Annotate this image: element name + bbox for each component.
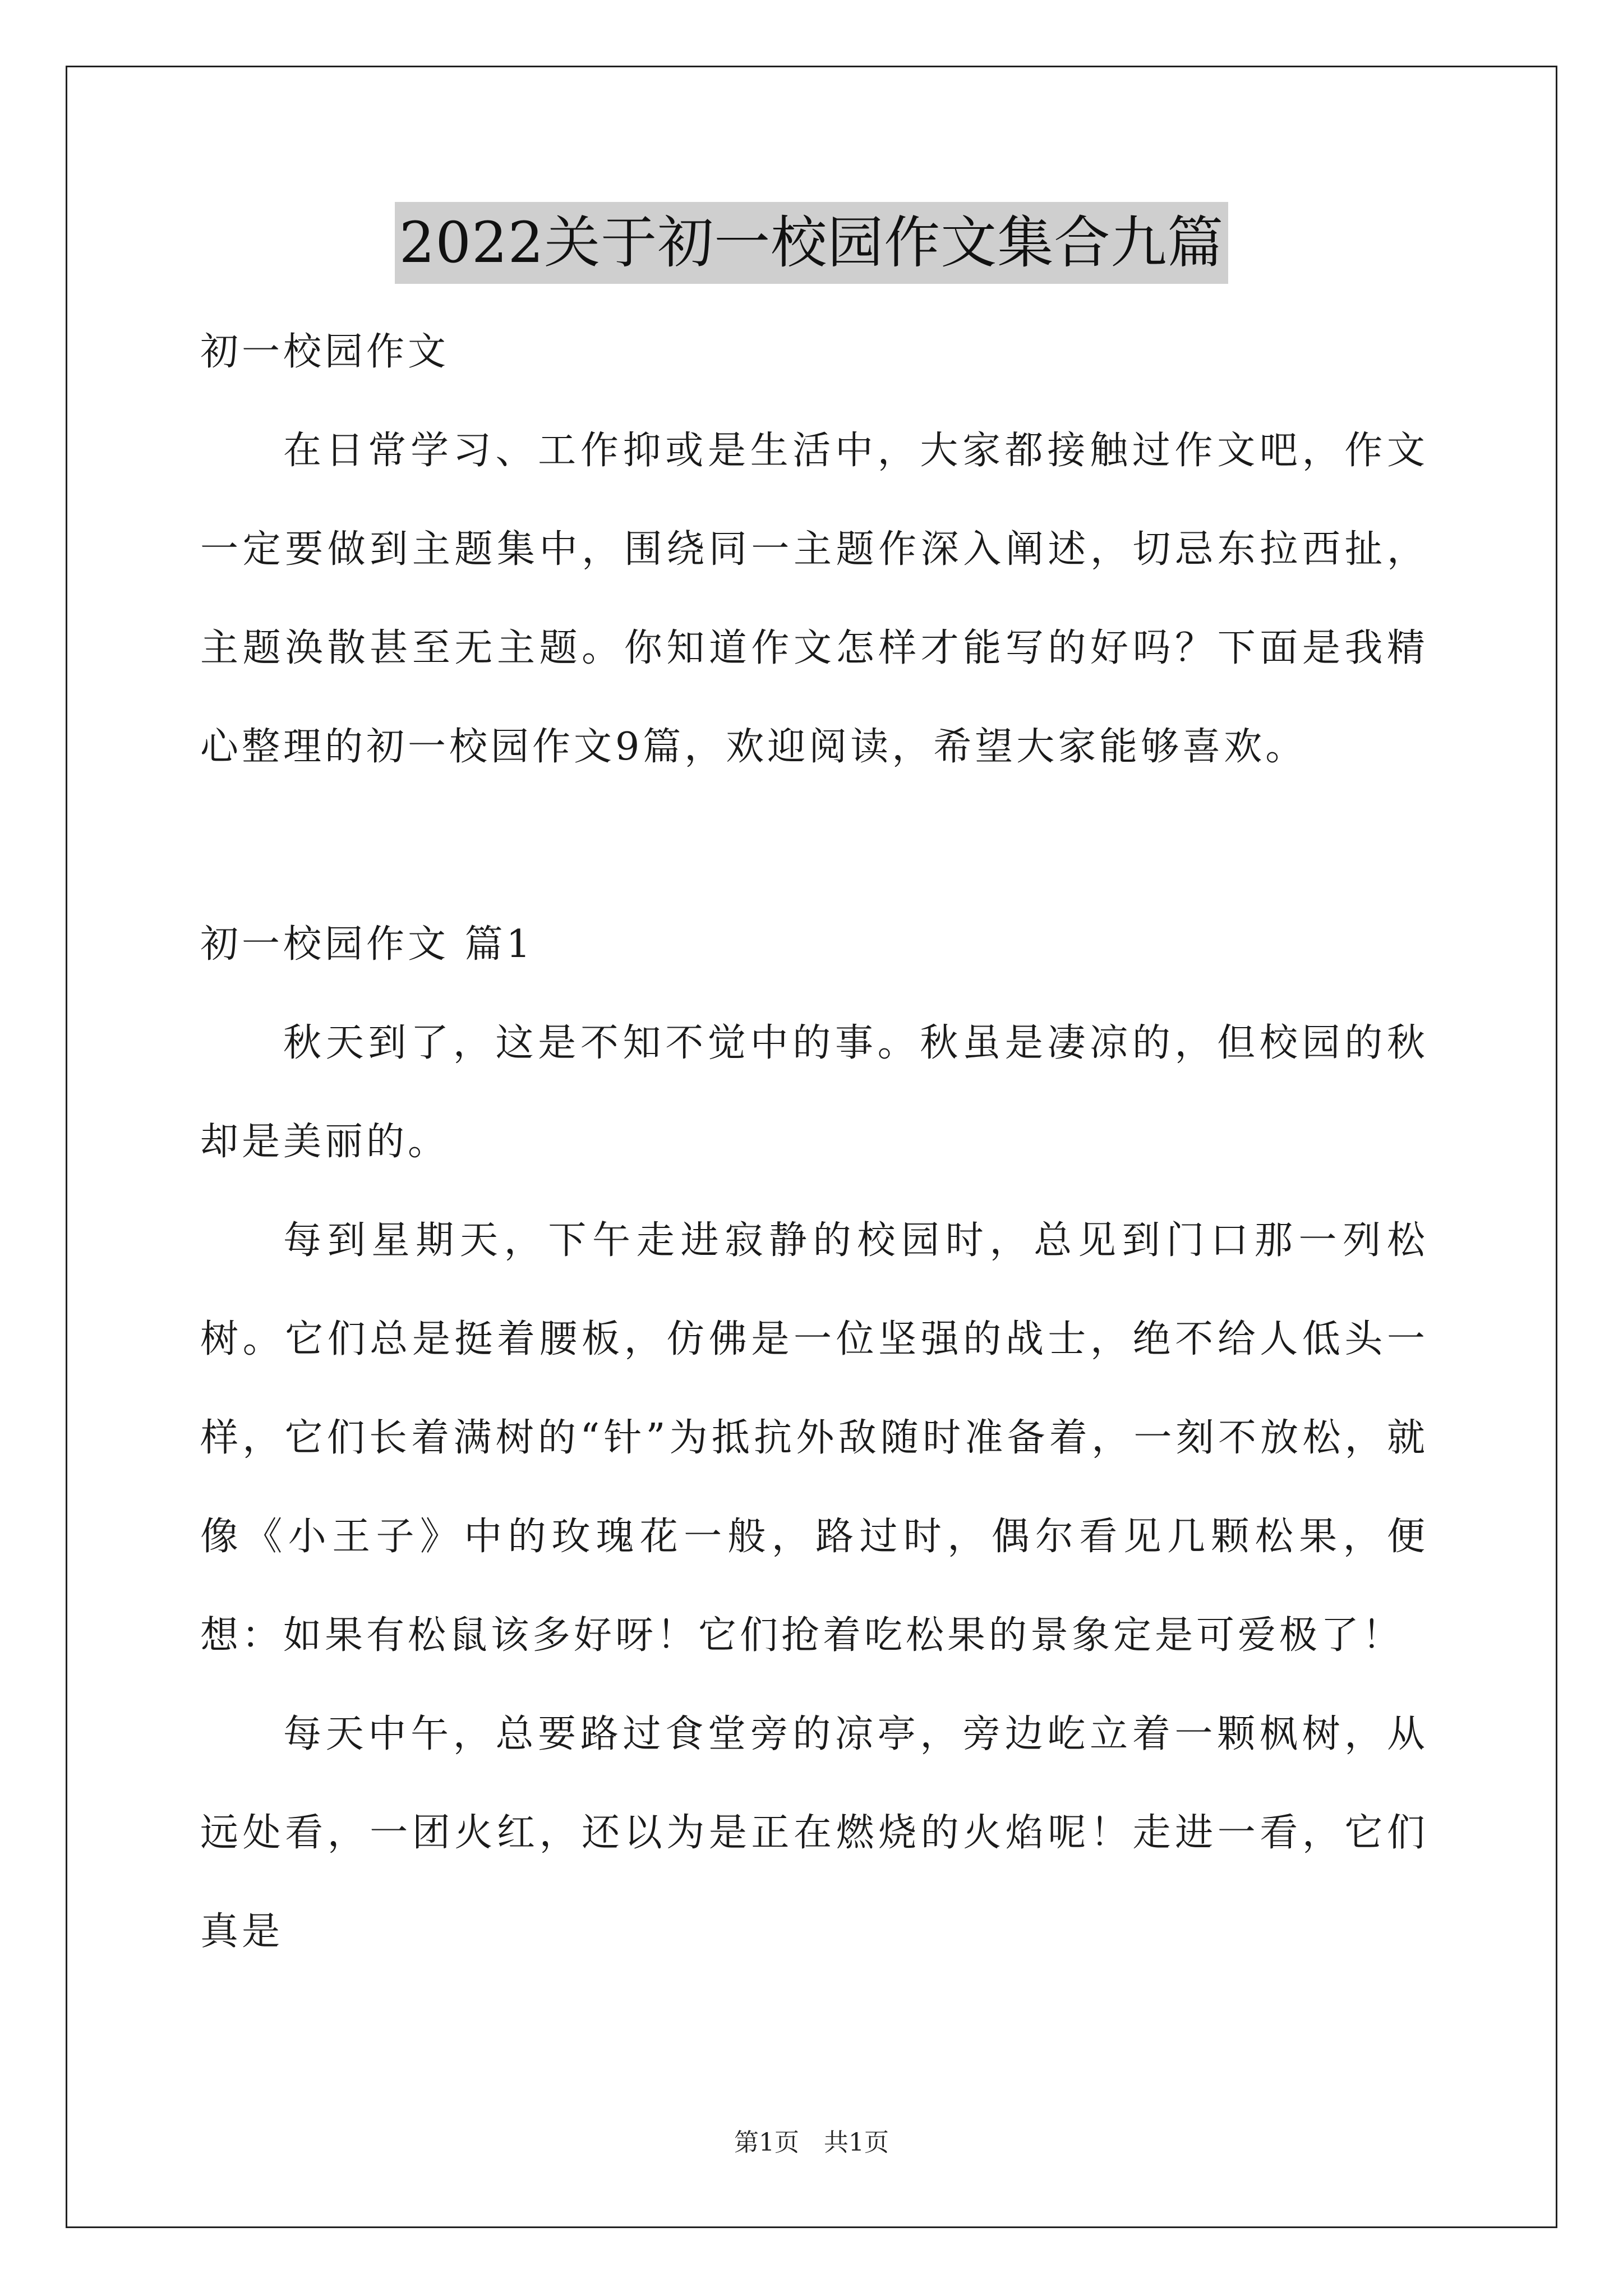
- body-paragraph-3: 每天中午，总要路过食堂旁的凉亭，旁边屹立着一颗枫树，从远处看，一团火红，还以为是正在燃烧的火焰呢！走进一看，它们真是: [200, 1712, 1428, 1954]
- section-spacer: [200, 797, 1428, 895]
- document-body: [200, 303, 1428, 1981]
- page-footer: [0, 2126, 1623, 2160]
- body-paragraph-1: 秋天到了，这是不知不觉中的事。秋虽是凄凉的，但校园的秋却是美丽的。: [200, 1021, 1428, 1164]
- title-container: [0, 202, 1623, 284]
- document-title: 2022关于初一校园作文集合九篇: [395, 202, 1229, 284]
- body-paragraph-2: 每到星期天，下午走进寂静的校园时，总见到门口那一列松树。它们总是挺着腰板，仿佛是一位坚强的战士，绝不给人低头一样，它们长着满树的“针”为抵抗外敌随时准备着，一刻不放松，就像《小王子》中的玫瑰花一般，路过时，偶尔看见几颗松果，便想：如果有松鼠该多好呀！它们抢着吃松果的景象定是可爱极了！: [200, 1218, 1428, 1658]
- page-number: 第1页: [734, 2128, 799, 2157]
- intro-heading: 初一校园作文: [200, 330, 450, 374]
- section-heading: 初一校园作文 篇1: [200, 922, 534, 967]
- intro-paragraph: 在日常学习、工作抑或是生活中，大家都接触过作文吧，作文一定要做到主题集中，围绕同一主题作深入阐述，切忌东拉西扯，主题涣散甚至无主题。你知道作文怎样才能写的好吗？下面是我精心整理的初一校园作文9篇，欢迎阅读，希望大家能够喜欢。: [200, 429, 1428, 769]
- page-total: 共1页: [824, 2128, 889, 2157]
